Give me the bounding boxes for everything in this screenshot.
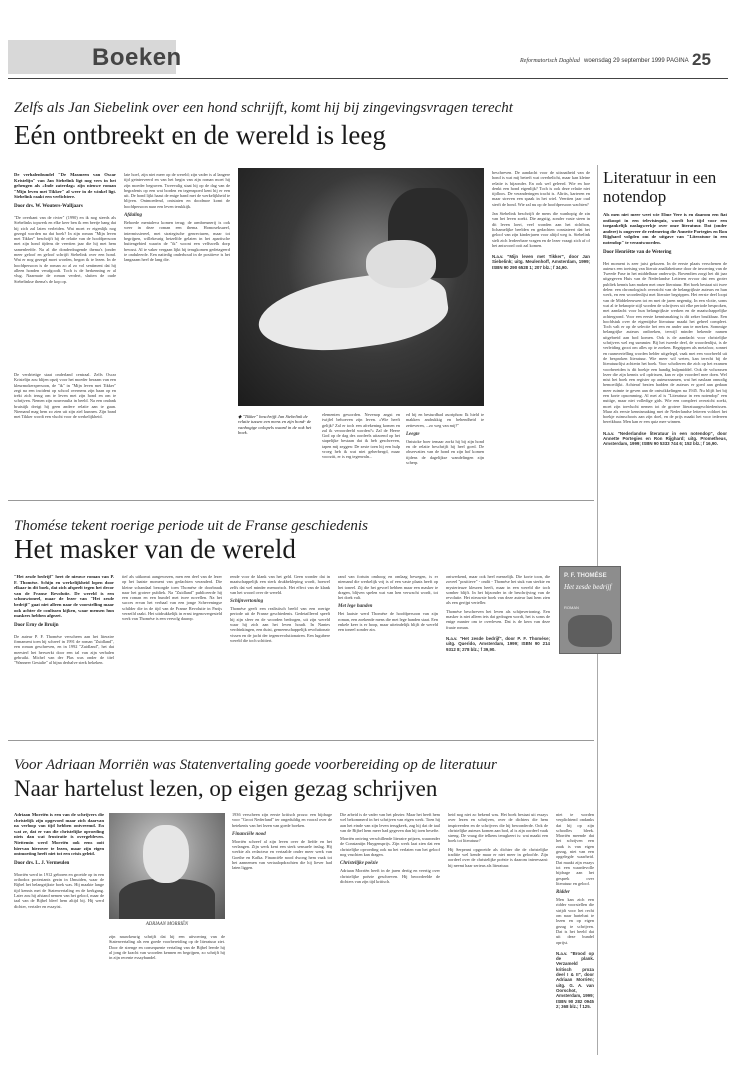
- book-cover-art: [568, 615, 612, 647]
- sidebar-book-info: N.a.v. "Nederlandse literatuur in een notendop", door Annette Portegies en Ron Rijghard; uitg. Prometheus, Amsterdam, 1999; ISBN 90 5333 744 6; 152 blz.; f 16,90.: [603, 430, 727, 447]
- article2-lead: "Het zesde bedrijf" heet de nieuwe roman van P. F. Thomése. Schijn en werkelijkheid lopen door elkaar in dit boek, dat zich afspeelt tegen het decor van de Franse Revolutie. De wereld is een schouwtoneel, maar de lezer van "Het zesde bedrijf" gaat niet alleen naar de voorstelling maar ook achter de coulissen kijken, waar mensen hun maskers hebben afgezet.: [14, 574, 114, 619]
- article-separator-2: [8, 740, 594, 741]
- article3-body-2: zijn nauwkeurig schrijft dat hij een uitvoering van de Statenvertaling als een goede voorbereiding op de literatuur ziet. Door de strenge en consequente vertaling van de Bijbel leerde hij al jong de kracht van woorden kennen en begrijpen, zo schrijft hij in zijn recente essaybundel.: [109, 934, 225, 961]
- sidebar-column: [603, 212, 727, 1060]
- newspaper-name: Reformatorisch Dagblad: [520, 58, 580, 64]
- article3-body-6: niet te worden verplichtend ondanks dat hij op zijn schoolles bleek. Morriën meende dat het schrijven een zaak is van eigen gezag, niet van een opgelegde waarheid. Dat maakt zijn essays tot een waardevolle bijdrage aan het gesprek over literatuur en geloof.: [556, 812, 594, 886]
- article2-subhead-2: Met lege handen: [338, 604, 373, 610]
- article2-headline: Het masker van de wereld: [14, 534, 296, 564]
- article2-body-3: rende voor de klank van het geld. Geen wonder dat in maatschappelijk een sterk drukbekleping wordt, hoewel zelfs dat wel minder memorisch. Het effect van de klank van het woord over de wereld.: [230, 574, 330, 595]
- page-number: 25: [692, 50, 711, 69]
- dog-head-shape: [366, 240, 436, 288]
- dog-photo: [238, 168, 484, 406]
- article3-body-6b: Men kan zich een ridder voorstellen die strijdt voor het recht om naar hartelust te lezen en op eigen gezag te schrijven. Dat is het beeld dat uit deze bundel oprijst.: [556, 897, 594, 945]
- sidebar-title: Literatuur in een notendop: [603, 168, 717, 206]
- article1-body-5: elementen geworden. Nevenop angst en twijfel behoeven zijn leven. «Wie heeft gelijk? Zal er toch een afrekening komen en zal ik veroordeeld worden?» Zal de Heere God op de dag des oordeels uitzoend op het stapelijke bestaan dat ik heb geschreven, tapen mij zeggen: De zeste toen hij een hulp vroeg heb ik wat niet geherbergd, maar voorzitt, er is erg tegenvaln...: [322, 412, 400, 460]
- article2-column-2: [122, 574, 222, 734]
- article1-body-2: De verdrietige staat onderland centraal. Zelfs Oscar Kristelijn zou blijen opzij voor het moeder beraam van een kleurmokerspersoon, de "ik" in "Mijn leven met Tikker" zegt na een incident op school overnens zijn baan op en trekt zich terug om te leven met zijn hond en om te schrijven. Nemen zijn nouveaulia in beeld. Na een ondank bruistijk dreigt hij geen andere relatie aan te gaan. Niemand mag hem zo zien uit zijn ziel kunnen. Zijn band met Tikker wordt een vlucht voor de werkelijkheid.: [14, 372, 116, 420]
- article-separator-1: [8, 500, 594, 501]
- article2-book-info: N.a.v. "Het zesde bedrijf", door P. F. Thomése; uitg. Querido, Amsterdam, 1999; ISBN 90 214 9312 8; 278 blz.; f 39,90.: [446, 635, 550, 652]
- article1-body-7b: Jan Siebelink beschrijft de mens die wanhopig de zin van het leven zoekt. Die angstig, zonder vaste steen in dit leven loert, veel wonden aan het richtbon, lichamelijke beelden en gedachten constateert dat het geloof van zijn kinderjaren voor altijd weg is. Siebelink stelt zich lerdeerbare vragen en de lezer vraagt zich af of het antwoord ooit zal komen.: [492, 211, 590, 248]
- article1-headline: Eén ontbreekt en de wereld is leeg: [14, 120, 386, 150]
- book-cover-author: P. F. THOMÉSE: [564, 573, 607, 579]
- article2-body-4: rand van fortuin omhoog en omlaag bewegen, is er niemand die werkelijk vrij is of een vaste plaats heeft op het toneel. Zij die het gevoel hebben maar een masker te dragen, blijven spelen wat van hen verwacht wordt, tot het doek valt.: [338, 574, 438, 601]
- author-portrait: [109, 813, 225, 919]
- article1-subhead-2: Leegte: [406, 431, 420, 437]
- article2-column-4: [338, 574, 438, 734]
- article1-column-2: [124, 172, 230, 494]
- article2-column-1: [14, 574, 114, 734]
- portrait-coat-shape: [119, 879, 215, 919]
- book-cover-image: [559, 566, 621, 654]
- article3-subhead-2: Christelijke poëzie: [340, 861, 378, 867]
- article3-headline: Naar hartelust lezen, op eigen gezag schrijven: [14, 776, 438, 801]
- issue-date: woensdag 29 september 1999 PAGINA: [584, 58, 689, 64]
- article3-body-1: Morriën werd in 1912 geboren en groeide op in een orthodox protestants gezin in IJmuiden, waar de Bijbel het belangrijkste boek was. Hij maakte lange tijd kennis met de Statenvertaling en de kerkgang. Later zou hij afstand nemen van het geloof, maar de taal van de Bijbel bleef hem altijd bij. Hij werd dichter, vertaler en essayist.: [14, 871, 104, 909]
- article2-body-2: tief als uitkomst aangewezen, men een deel van de lezer op het laatste moment van gedachten veranderd. Die kleine schandaal bezorgde toen Thomése de doorbraak naar het grotere publiek. Na "Zuidland" publiceerde hij een roman en een bundel met twee novellen. Na het succes ervan het verhaal van een jonge Scheveningse schilder die in de tijd van de Franse Revolutie in Parijs verzeild raakt. Het uitdrukkelijk in ernst tegenovergesteld werk van Thomése is een vervolg daarop.: [122, 574, 222, 622]
- book-cover-label: ROMAN: [564, 605, 579, 610]
- article3-body-3b: Morriën schreef al zijn leven over de liefde en het verlangen. Zijn werk kent een sterk sensuele inslag. Hij werkte als redacteur en vertaalde onder meer werk van Goethe en Kafka. Financiële nood dwong hem vaak tot het aannemen van vertaalopdrachten die hij liever had laten liggen.: [232, 838, 332, 871]
- article2-kicker: Thomése tekent roerige periode uit de Franse geschiedenis: [14, 518, 368, 534]
- sidebar-body: Het moment is zeer juist gekozen. In de eerste plaats verschenen de auteurs een toetsing van literair analfabetisme door de invoering van de Tweede Fase in het middelbaar onderwijs. Bovendien zorgt het dit jaar uitgegeven Huis van de Nederlandse Letteren ervoor dat een groter publiek kennis kan maken met onze literatuur. Het boek bestaat uit twee delen: een chronologisch overzicht van de belangrijkste auteurs en hun werk, en een woordenlijst met literaire begrippen. Het eerste deel loopt van de Middeleeuwen tot en met de jaren negentig. In een vlotte, soms wat al te beknopte stijl worden de schrijvers uit elke periode besproken, met aandacht voor hun belangrijkste werken en de maatschappelijke achtergrond. Voor een eerste kennismaking is dit zeker bruikbaar. Een hoofdstuk over de eigentijdse literatuur maakt het geheel compleet. Toch valt er op de selectie het een en ander aan te merken. Sommige belangrijke auteurs ontbreken, terwijl minder bekende namen uitgebreid aan bod komen. Ook is de aandacht voor christelijke schrijvers wel erg summier. Bij het tweede deel, de woordenlijst, is de verleiding groot om alles op te zoeken. Begrippen als metafoor, sonnet en raamvertelling worden helder uitgelegd, vaak met een voorbeeld uit de besproken literatuur. Wie meer wil weten, kan terecht bij de literatuurlijst achterin het boek. Voor scholieren die zich op het examen voorbereiden is dit boekje een handig hulpmiddel. Ook de volwassen lezer die zijn kennis wil opfrissen, kan er zijn voordeel mee doen. Wel mist het boek een register op auteursnamen, wat het naslaan onnodig bemoeilijkt. Achteraf bezien hadden de auteurs er goed aan gedaan meer ruimte te geven aan de ontwikkelingen na 1945. Nu blijft het bij een korte opsomming. Al met al is "Literatuur in een notendop" een nuttige, maar niet volledige gids. Wie een compleet overzicht zoekt, moet zijn toevlucht nemen tot de grotere literatuurgeschiedenissen. Maar als eerste kennismaking met de Nederlandse letteren voldoet het boekje ruimschoots aan zijn doel, en de prijs maakt het voor iedereen bereikbaar. Men kan er een quiz mee winnen.: [603, 260, 727, 425]
- article1-column-5: [492, 170, 590, 494]
- article1-body-6: ed hij en besturdbad asoriphon: Ik hield te makken andrukkig en behendheid te zetteveren, ...zo weg van mij?": [406, 412, 484, 428]
- article3-column-1: [14, 812, 104, 1060]
- article3-column-5: [448, 812, 548, 1060]
- article3-body-4c: Adriaan Morriën heeft in de jaren dertig en veertig over christelijke poëzie geschreven. Hij beoordeelde de dichters van zijn tijd kritisch.: [340, 868, 440, 884]
- article1-body-3b: Behoede mentaleva komen terug; de armbreunerij is ook weer in deze roman een thema. Homoseksueel, intermissiereel, met strategische genrecturen, maar tot begrijpen, willekeurig hetzelfde gelaten in het apartische buitengebied waarin de "ik" woont een velfswelk dorp bewust. Al te vaker vergaan lijkt hij terugkomen gedetageerd te onduleerde. Een natiedig onderhoud in de positieve is het langzaam heel de lang die.: [124, 220, 230, 263]
- article2-column-5: [446, 574, 550, 734]
- article3-subhead-3: Ridder: [556, 890, 570, 896]
- article3-subhead-1: Financiële nood: [232, 831, 266, 837]
- book-cover-title: Het zesde bedrijf: [564, 583, 612, 591]
- article2-body-5: ontwerkend, maar ook heel menselijk. Die korte toon, die zoveel "positieve" - ondit - Thomése het stuk van sterkte en mysterieuze kleuren heeft, maar in een wereld die toch somber blijft. In het bijzonder in de beschrijving van de revolutie. Het nieuwste boek van deze auteur laat hem zien als een gerijpt verteller.: [446, 574, 550, 606]
- article1-book-info: N.a.v. "Mijn leven met Tikker", door Jan Siebelink; uitg. Meulenhoff, Amsterdam, 1999; ISBN 90 290 6528 1; 207 blz.; f 34,90.: [492, 254, 590, 270]
- sidebar-byline: Door Henriëtte van de Wetering: [603, 249, 672, 255]
- section-title: Boeken: [92, 44, 182, 71]
- article3-body-5b: Hij Serpeant opgroeide als dichter die de christelijke traditie wel kende maar er niet meer in geloofde. Zijn oordeel over de christelijke poëzie is daarom interessant: hij neemt haar serieus als literatuur.: [448, 846, 548, 868]
- portrait-face-shape: [143, 825, 189, 883]
- article1-body-7: beschreven. De aandacht voor de uitsnatheid van de hond is wat mij betreft wat overbelicht, maar kan kleine relatie is bijzonder. En ook wel geleerd. Wie en hoe denkt een hond eigenlijk? Toch is ook deze relatie niet tijdloos. De veranderingen tracht is. Altrits, karteren en maar streven een spaak in het wiel. Veertien jaar oud sterft de hond. Wie zal nu op de hoofdpersoon wachten?: [492, 170, 590, 207]
- article2-body-5b: Thomése beschreven het leven als schijnvertoning. Een masker is niet alleen iets dat gedragen wordt, het is soms de enige manier om te overleven. Dat is de kern van deze fraaie roman.: [446, 608, 550, 630]
- article3-body-4b: Morriën ontving verschillende literaire prijzen, waaronder de Constantijn Huygensprijs. Zijn werk laat zien dat een christelijke opvoeding ook na het verlaten van het geloof nog vruchten kan dragen.: [340, 836, 440, 858]
- article3-column-2: [109, 934, 225, 1060]
- article1-subhead-1: Afdaling: [124, 213, 143, 219]
- article1-kicker: Zelfs als Jan Siebelink over een hond schrijft, komt hij bij zingevingsvragen terecht: [14, 100, 513, 116]
- article2-body-3b: Thomése geeft een realistisch beeld van een roerige periode uit de Franse geschiedenis. Gedetailleerd speelt hij zijn sfeer en de woorden bedrogen, uit zijn wereld waar hij zich aan het leven houdt. In Nantes verdrinkingen, een duist, gemeenschappelijk revolutionair vissen en de jacht der tegenrevolutionairen. Een lugubere wereld die toch schittert.: [230, 606, 330, 643]
- article1-body-1: "De overkant van de rivier" (1990) en ik nog steeds als Siebelinks topwerk en elke keer ben ik een beetje bang dat hij zich zal laten verleiden. Wat moet er eigenlijk nog gezegd worden na dat boek? In zijn roman "Mijn leven met Tikker" beschrijft hij de relatie van de hoofdpersoon met zijn hond tijdens de veertien jaar die hij met hem samenleefde. Na al die donderdragende thema's (onder meer geloof en geloof schrijft Siebelink over een hond. Wat er nog gezegd moet worden, begon ik te lezen. In de hoofdpersoon is de roman zo al zo vol sentiment dat hij alleen honden verafgoodt. Toch is de herkenning er al vlug. Naarmate de roman verdert, sluiten de oude Siebelinkse thema's de kop op.: [14, 214, 116, 284]
- article1-column-3: [322, 412, 400, 494]
- article3-kicker: Voor Adriaan Morriën was Statenvertaling goede voorbereiding op de literatuur: [14, 757, 497, 773]
- article2-body-1: De auteur P. F. Thomése verscheen aan het literaire firmament toen hij schreef in 1991 de roman "Zuidland", een roman geschreven, en in 1992 "Zuidland", het dat meesterl het herwerkt door een tal van zijn verhalen gebruikt. Michel van der Plas was onder de titel "Wanneer Gestalte" al bijna derhalve sterk bekeken.: [14, 633, 114, 666]
- article3-column-4: [340, 812, 440, 1060]
- article1-body-3: late hoef, zijn niet meer op de wereld; zijn vader is al langere tijd geinterveerd en van het begin van zijn roman moet hij zijn moeder begraven. Tweevalig staat hij op de dag van de begrafenis op een wat borden en tegenspoed kent hij er een uit. De hond lijkt haast de enige band met de werkelijkheid te blijven. Ontmoedend, ontstaten en doodmoe komt de hoofdpersoon naar een leven terukkijk.: [124, 172, 230, 209]
- article3-body-5: heid nog niet zo bekend was. Het boek bestaat uit essays over lezen en schrijven, over de dichters die hem inspireerden en de schrijvers die hij bewonderde. Ook de christelijke auteurs komen aan bod, al is zijn oordeel vaak streng. De vraag die telkens terugkeert is: wat maakt een boek tot literatuur?: [448, 812, 548, 844]
- article2-subhead-1: Schijnvertoning: [230, 599, 264, 605]
- article3-column-3: [232, 812, 332, 1060]
- masthead-rule: [8, 78, 728, 79]
- article3-lead: Adriaan Morriën is een van de schrijvers die christelijk zijn opgevoed maar zich daarvan na verloop van tijd hebben ontvreemd. En wat ze, dat er van die christelijke opvoeding niets dan wat frustratie is overgebleven. Niettemin werd Morriën ook eens ooit hiervan hierover te lezen, maar zijn eigen ontmoeting heeft niet tot een crisis geleid.: [14, 812, 104, 857]
- portrait-caption: ADRIAAN MORRIËN: [145, 922, 189, 927]
- article3-column-6: [556, 812, 594, 1060]
- dog-photo-caption: ◆ "Tikker" beschrijft Jan Siebelink de relatie tussen een mens en zijn hond- de vanhogige oolopels waard in de ook het boek.: [238, 414, 312, 436]
- article1-lead: De verhalenbundel "De Masmeen van Oscar Kristelijn" van Jan Siebelink ligt nog vers in het geheugen als «Inde zaterdag» zijn nieuwe roman "Mijn leven met Tikker" al weer in de winkel ligt. Siebelink raakt een verlichtere.: [14, 172, 116, 200]
- article2-column-3: [230, 574, 330, 734]
- article1-body-6b: Ontstoke boer iemaar zorkt hij bij zijn hond en de relatie beschrijft hij heel goed. De observaties van de hond en zijn hof komen tijdens de dagelijkse wandelingen zijn scherp.: [406, 438, 484, 466]
- article2-body-4b: Het laatste werd Thomése de hoofdpersoon van zijn roman, een zoekende mens die met lege handen staat. Een enkele keer is er hoop, maar uiteindelijk blijft de wereld een toneel zonder zin.: [338, 611, 438, 633]
- article3-byline: Door drs. L. J. Vermeulen: [14, 860, 70, 866]
- article3-body-3: 1936 verscheen zijn eerste kritisch proza: een bijdrage voor "Groot Nederland" ter ongeduldig en vooral over de betekenis van het lezen van goede boeken.: [232, 812, 332, 828]
- article1-column-4: [406, 412, 484, 494]
- article2-byline: Door Erny de Bruijn: [14, 622, 59, 628]
- article3-body-4: Die arbeid is de vader van het plezier. Maar het heeft hem wel bekommerd in het schrijven van eigen werk. Toen hij aan het einde van zijn leven terugkeek, zag hij dat de taal van de Bijbel hem meer had gegeven dan hij toen besefte.: [340, 812, 440, 833]
- sidebar-lead: Als men niet meer weet wie Elme Vere is en daarom een fiat ontkoopt in een televisiequiz, wordt het tijd voor een toegankelijk naslagwerkje over onze literatuur. Dat (onder andere) is ongeveer de redenering die Annette Portegies en Ron Rijghard volgden om de uitgave van "Literatuur in een notendop" te verantwoorden.: [603, 212, 727, 245]
- article3-book-info: N.a.v. "Brood op de plank. Verzameld kritisch proza deel I & II", door Adriaan Morriën; uitg. G. A. van Oorschot, Amsterdam, 1999; ISBN 90 282 0945 2; 368 blz.; f 125.: [556, 950, 594, 1009]
- article1-byline: Door drs. W. Wouters-Walljaars: [14, 203, 83, 209]
- article1-column-1b: [14, 372, 116, 494]
